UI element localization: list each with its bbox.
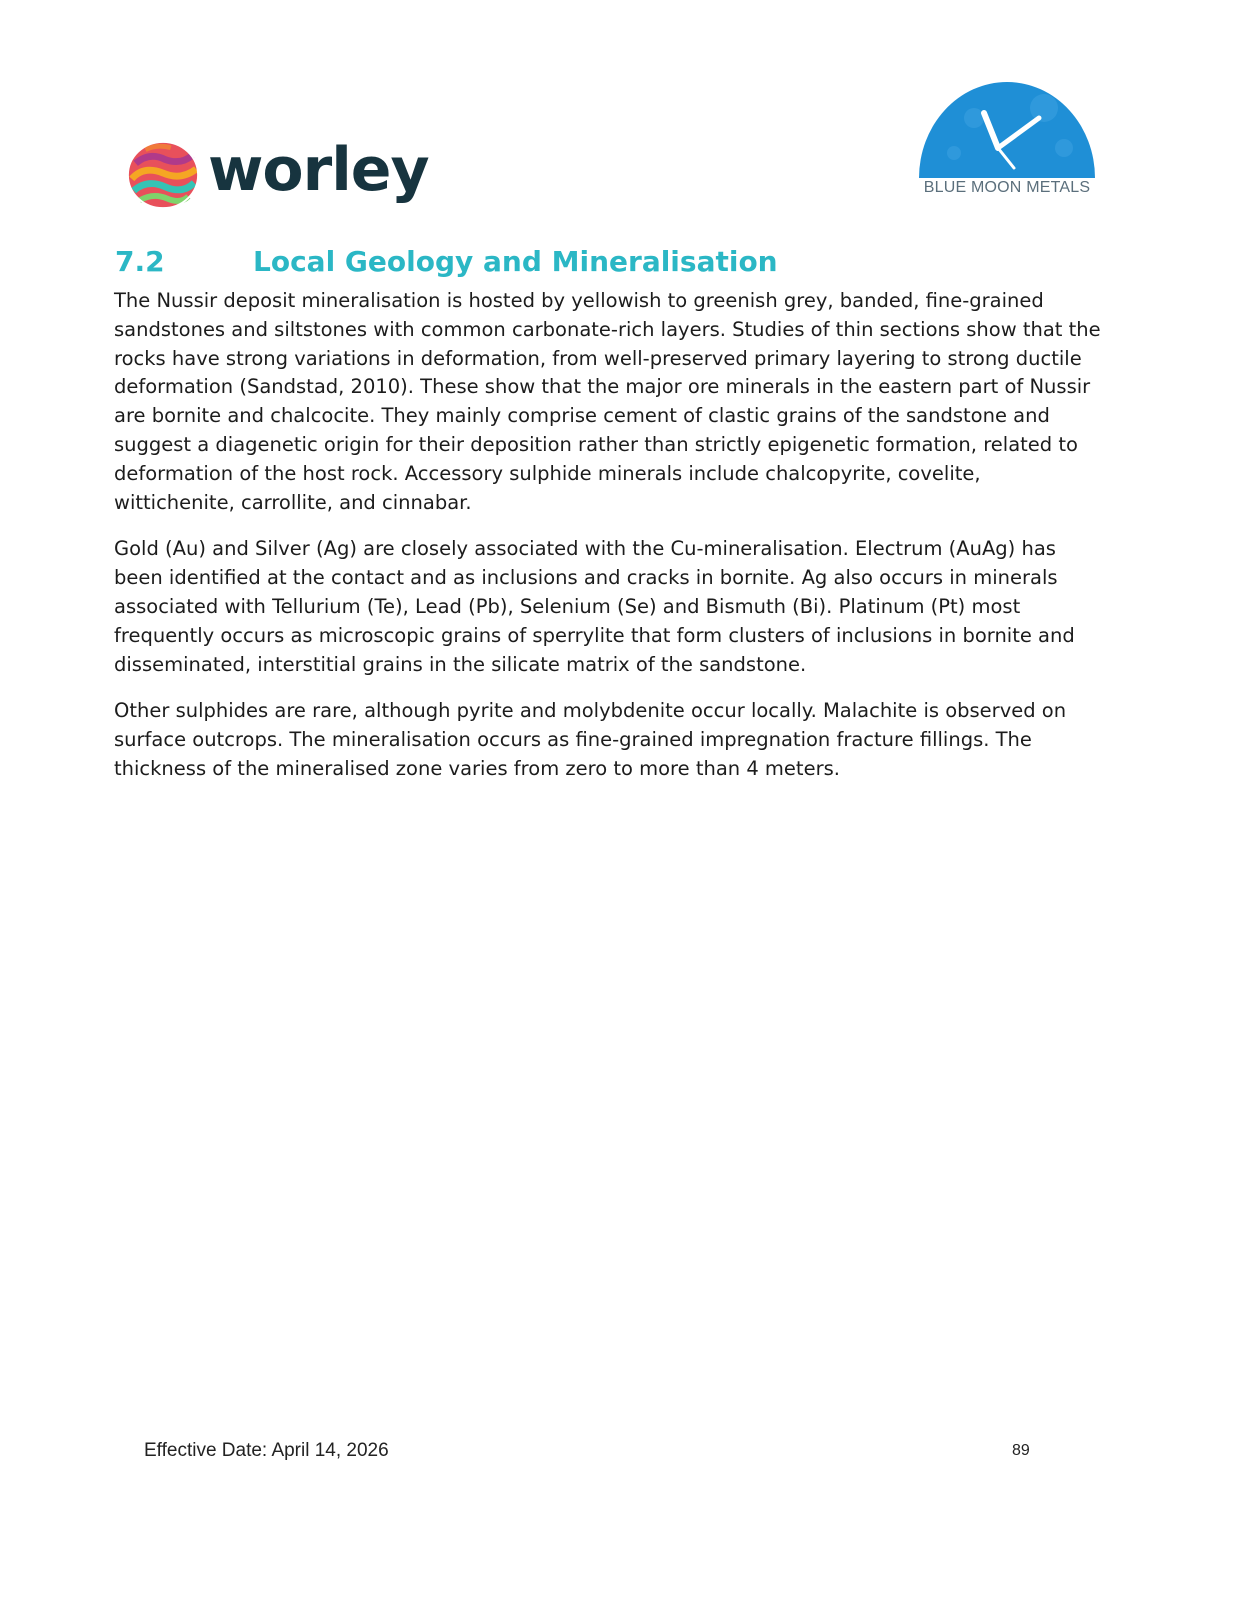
bluemoon-logo xyxy=(902,78,1112,203)
section-number: 7.2 xyxy=(115,245,165,278)
footer-effective-date: Effective Date: April 14, 2026 xyxy=(144,1440,389,1461)
paragraph: Gold (Au) and Silver (Ag) are closely associated with the Cu-mineralisation. Electrum (AuAg) has been identified at the contact and as inclusions and cracks in bornite. Ag also occurs in minerals associated with Tellurium (Te), Lead (Pb), Selenium (Se) and Bismuth (Bi). Platinum (Pt) most frequently occurs as microscopic grains of sperrylite that form clusters of inclusions in bornite and disseminated, interstitial grains in the silicate matrix of the sandstone. xyxy=(114,537,1075,676)
worley-logo xyxy=(124,130,454,220)
body-text xyxy=(114,287,1104,802)
section-heading xyxy=(115,244,1135,280)
footer-page-number: 89 xyxy=(1012,1442,1030,1459)
section-title: Local Geology and Mineralisation xyxy=(253,245,778,278)
worley-wordmark: worley xyxy=(208,135,429,205)
bluemoon-wordmark: BLUE MOON METALS xyxy=(923,179,1091,196)
paragraph: The Nussir deposit mineralisation is hosted by yellowish to greenish grey, banded, fine-grained sandstones and siltstones with common carbonate-rich layers. Studies of thin sections show that the rocks have strong variations in deformation, from well-preserved primary layering to strong ductile deformation (Sandstad, 2010). These show that the major ore minerals in the eastern part of Nussir are bornite and chalcocite. They mainly comprise cement of clastic grains of the sandstone and suggest a diagenetic origin for their deposition rather than strictly epigenetic formation, related to deformation of the host rock. Accessory sulphide minerals include chalcopyrite, covelite, wittichenite, carrollite, and cinnabar. xyxy=(114,289,1101,514)
moon-clock-icon xyxy=(914,78,1100,178)
worley-swirl-icon xyxy=(124,136,202,214)
paragraph: Other sulphides are rare, although pyrite and molybdenite occur locally. Malachite is observed on surface outcrops. The mineralisation occurs as fine-grained impregnation fracture fillings. The thickness of the mineralised zone varies from zero to more than 4 meters. xyxy=(114,699,1067,780)
